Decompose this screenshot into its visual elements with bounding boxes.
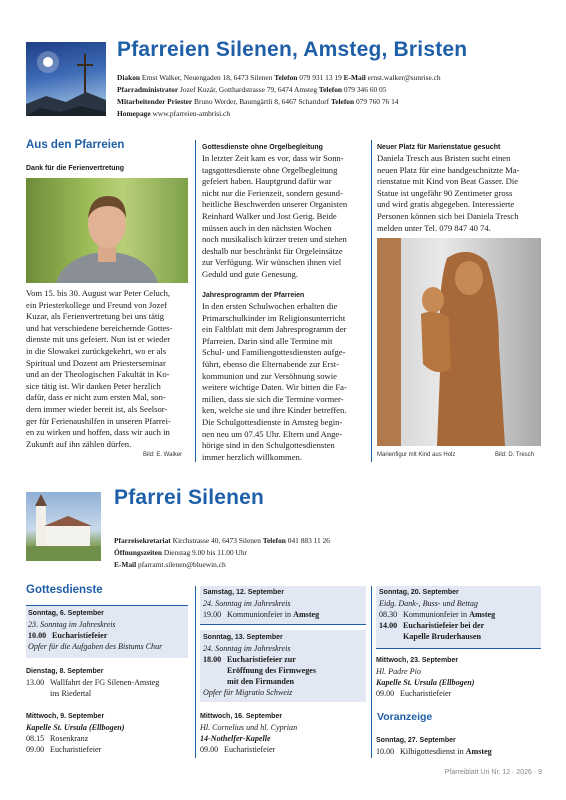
- portrait-photo: [26, 178, 188, 283]
- event-block: Dienstag, 8. September 13.00 Wallfahrt der FG Silenen-Amsteg ins Riedertal: [26, 668, 160, 698]
- article-body: Daniela Tresch aus Bristen sucht einen neuen Platz für eine handgeschnitzte Ma- rienstatue mit Kind von Beat Gasser. Die Statue ist ungefähr 90 Zentimeter gross und wird gratis abgegeben. Interessierte Personen können sich bei Daniela Tresch melden unter Tel. 079 847 40 74.: [377, 153, 520, 233]
- section-heading: Gottesdienste: [26, 584, 103, 596]
- event-block: Sonntag, 6. September 23. Sonntag im Jahreskreis 10.00 Eucharistiefeier Opfer für die Aufgaben des Bistums Chur: [26, 606, 188, 658]
- contact-block: [117, 72, 441, 120]
- summit-cross-icon: [26, 42, 106, 116]
- photo-credit: Bild: D. Tresch: [495, 452, 535, 458]
- event-block: Sonntag, 13. September 24. Sonntag im Jahreskreis 18.00 Eucharistiefeier zur Eröffnung des Firmweges mit den Firmanden Opfer für Migratio Schweiz: [200, 630, 366, 702]
- event-rule: [200, 624, 366, 625]
- person-icon: [26, 178, 188, 283]
- event-block: Mittwoch, 9. September Kapelle St. Ursula (Ellbogen) 08.15 Rosenkranz 09.00 Eucharistiefeier: [26, 713, 125, 754]
- article-body: In den ersten Schulwochen erhalten die Primarschulkinder im Religionsunterricht ein Faltblatt mit dem Jahresprogramm der Pfarreien. Darin sind alle Termine mit Schul- und Familiengottesdiensten aufge- führt, ebenso die Elternabende zur Erst- kommunion und zur Versöhnung sowie weitere wichtige Daten. Wir bitten die Fa- milien, dass sie sich die Termine vormer- ken, welche sie und ihre Kinder betreffen. Die Schulgottesdienste in Amsteg begin- nen neu um 07.45 Uhr. Eltern und Ange- hörige sind in den Schulgottesdiensten immer herzlich willkommen.: [202, 301, 347, 462]
- mountain-cross-photo: [26, 42, 106, 116]
- contact-line: E-Mail pfarramt.silenen@bluewin.ch: [114, 560, 226, 569]
- photo-credit: Bild: E. Walker: [143, 452, 183, 458]
- event-rule: [376, 648, 541, 649]
- church-photo: [26, 492, 101, 561]
- contact-line: Pfarreisekretariat Kirchstrasse 40, 6473 Silenen Telefon 041 883 11 26: [114, 536, 330, 545]
- section-heading: Voranzeige: [377, 711, 433, 723]
- event-block: Sonntag, 27. September 10.00 Kilbigottesdienst in Amsteg: [376, 737, 492, 756]
- contact-line: Öffnungszeiten Dienstag 9.00 bis 11.00 Uhr: [114, 548, 247, 557]
- church-icon: [26, 492, 101, 561]
- contact-line: Pfarradministrator Jozef Kuzár, Gotthardstrasse 79, 6474 Amsteg Telefon 079 346 60 05: [117, 85, 387, 94]
- article-subheading: Dank für die Ferienvertretung: [26, 165, 125, 172]
- page-title: Pfarreien Silenen, Amsteg, Bristen: [117, 38, 468, 61]
- parish-title: Pfarrei Silenen: [114, 486, 265, 509]
- statue-photo: [377, 238, 541, 446]
- event-block: Sonntag, 20. September Eidg. Dank-, Buss- und Bettag 08.30 Kommunionfeier in Amsteg 14.00 Eucharistiefeier bei der Kapelle Bruderhausen: [376, 586, 541, 648]
- article-subheading: Jahresprogramm der Pfarreien: [202, 292, 305, 299]
- event-block: Mittwoch, 16. September Hl. Cornelius und hl. Cyprian 14-Nothelfer-Kapelle 09.00 Eucharistiefeier: [200, 713, 298, 754]
- contact-line: Homepage www.pfarreien-ambrisi.ch: [117, 109, 231, 118]
- event-block: Mittwoch, 23. September Hl. Padre Pio Kapelle St. Ursula (Ellbogen) 09.00 Eucharistiefeier: [376, 657, 475, 698]
- article-body: In letzter Zeit kam es vor, dass wir Sonn- tagsgottesdienste ohne Orgelbegleitung gefeiert haben. Hauptgrund dafür war nicht nur die Ferienzeit, sondern gesund- heitliche Beschwerden unserer Organisten Reinhard Walker und Jost Gerig. Beide müssen auch in den nächsten Wochen noch musikalisch kürzer treten und stehen deshalb nur beschränkt für Orgeleinsätze zur Verfügung. Wir wünschen ihnen viel Geduld und gute Genesung.: [202, 153, 348, 279]
- section-heading: Aus den Pfarreien: [26, 139, 125, 151]
- event-block: Samstag, 12. September 24. Sonntag im Jahreskreis 19.00 Kommunionfeier in Amsteg: [200, 586, 366, 624]
- column-divider: [371, 140, 372, 462]
- contact-line: Mitarbeitender Priester Bruno Werder, Baumgärtli 8, 6467 Schattdorf Telefon 079 760 76 14: [117, 97, 399, 106]
- contact-line: Diakon Ernst Walker, Neuengaden 18, 6473 Silenen Telefon 079 931 13 19 E-Mail ernst.walker@sunrise.ch: [117, 73, 441, 82]
- page-footer: Pfarreiblatt Uri Nr. 12 · 2026 · 9: [444, 769, 542, 776]
- contact-block: [114, 535, 330, 571]
- photo-caption: Marienfigur mit Kind aus Holz: [377, 452, 456, 458]
- column-divider: [371, 586, 372, 758]
- article-body: Vom 15. bis 30. August war Peter Celuch, ein Priesterkollege und Freund von Jozef Kuzar, als Ferienvertretung bei uns tätig und hat verschiedene bereichernde Gottes- dienste mit uns gefeiert. Nun ist er wieder in die Slowakei zurückgekehrt, wo er als Spiritual und Dozent am Priesterseminar und an der Theologischen Fakultät in Ko- sice tätig ist. Wir danken Peter herzlich dafür, dass er nicht zum ersten Mal, son- dern immer wieder bereit ist, als Seelsor- ger für Ferienaushilfen in unseren Pfarrei- en zu wirken und hoffen, dass wir auch in Zukunft auf ihn zählen dürfen.: [26, 288, 173, 449]
- madonna-statue-icon: [377, 238, 541, 446]
- article-subheading: Gottesdienste ohne Orgelbegleitung: [202, 144, 323, 151]
- column-divider: [195, 140, 196, 462]
- article-subheading: Neuer Platz für Marienstatue gesucht: [377, 144, 501, 151]
- column-divider: [195, 586, 196, 758]
